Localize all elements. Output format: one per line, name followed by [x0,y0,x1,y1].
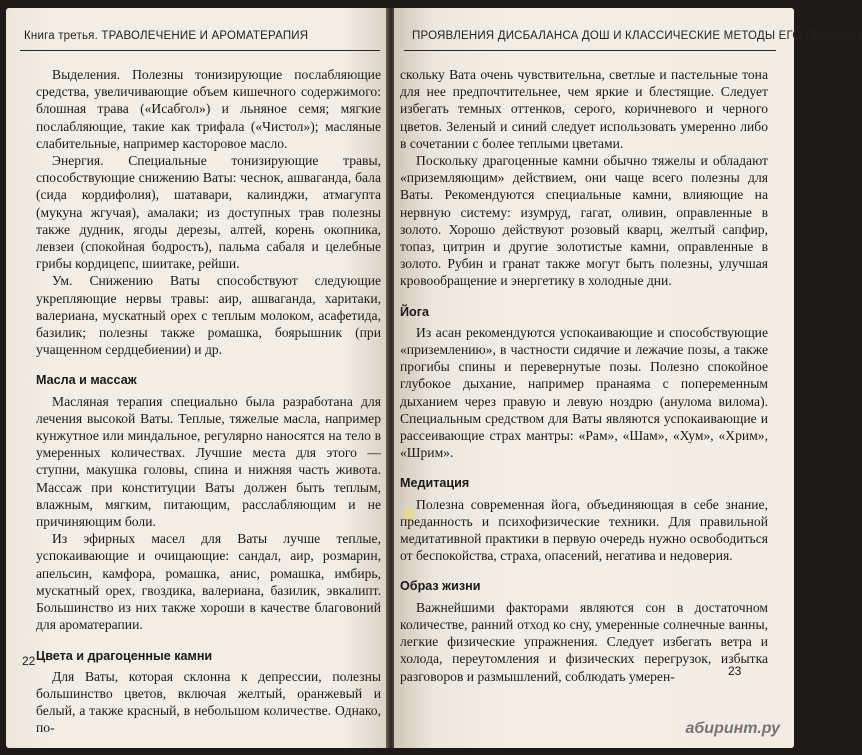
paragraph-gems: Поскольку драгоценные камни обычно тяжелы и обладают «приземляющим» действием, они чаще всего полезны для Ваты. Рекомендуются специальные камни, влияющие на нервную систему: изумруд, гагат, оливин, оправленные в золото. Хорошо действуют розовый кварц, желтый сапфир, топаз, цитрин и другие золотистые камни, оправленные в золото. Рубин и гранат также могут быть полезны, улучшая кровообращение и энергетику в холодные дни. [400,153,768,289]
paragraph-colors-cont: скольку Вата очень чувствительна, светлые и пастельные тона для нее предпочтительнее, чем яркие и блестящие. Следует избегать темных оттенков, серого, коричневого и черного цветов. Зеленый и синий следует использовать умеренно либо в сочетании с более теплыми цветами. [400,67,768,151]
page-number-right: 23 [728,664,742,678]
heading-massage: Масла и массаж [36,373,137,388]
paragraph-massage-2: Из эфирных масел для Ваты лучше теплые, успокаивающие и очищающие: сандал, аир, розмарин, апельсин, камфора, ромашка, анис, ромашка, имбирь, мускатный орех, гвоздика, валериана, базилик, эвкалипт. Большинство из них также хороши в качестве благовоний для ароматерапии. [36,531,381,633]
heading-yoga: Йога [400,304,429,319]
page-number-left: 22 [22,654,36,668]
paragraph-energiya: Энергия. Специальные тонизирующие травы, способствующие снижению Ваты: чеснок, ашваганда, бала (сида кордифолия), шатавари, калинджи, атмагупта (мукуна жгучая), амалаки; из доступных трав полезны также дудник, ягоды дерезы, алтей, корень окопника, левзеи (спокойная бодрость), пальма сабаля и целебные грибы кордицепс, шиитаке, рейши. [36,153,381,272]
paragraph-um: Ум. Снижению Ваты способствуют следующие укрепляющие нервы травы: аир, ашваганда, харитаки, валериана, мускатный орех с теплым молоком, асафетида, базилик; полезны также ромашка, боярышник (при учащенном сердцебиении) и др. [36,273,381,358]
left-page [6,8,388,748]
paragraph-vydeleniya: Выделения. Полезны тонизирующие послабляющие средства, увеличивающие объем кишечного содержимого: блошная трава («Исабгол») и льняное семя; мягкие послабляющие, такие как трифала («Чистол»); масляные слабительные, например касторовое масло. [36,67,381,151]
right-page [394,8,862,748]
right-page-body [400,66,768,685]
header-rule-right [404,50,776,51]
watermark-logo: абиринт.ру [685,720,780,737]
paragraph-colors-1: Для Ваты, которая склонна к депрессии, полезны большинство цветов, включая желтый, оранжевый и белый, а также красный, в небольшом количестве. Однако, по- [36,668,381,736]
paragraph-yoga: Из асан рекомендуются успокаивающие и способствующие «приземлению», в частности сидячие и лежачие позы, а также прогибы спины и перевернутые позы. Полезно спокойное глубокое дыхание, например пранаяма с попеременным дыханием через правую и левую ноздрю (анулома вилома). Специальным средством для Ваты являются успокаивающие и рассеивающие страх мантры: «Рам», «Шам», «Хум», «Хрим», «Шрим». [400,324,768,461]
left-page-body [36,66,381,737]
running-head-right: ПРОЯВЛЕНИЯ ДИСБАЛАНСА ДОШ И КЛАССИЧЕСКИЕ МЕТОДЫ ЕГО ЛЕЧЕНИЯ [412,30,862,42]
header-rule-left [20,50,380,51]
running-head-left: Книга третья. ТРАВОЛЕЧЕНИЕ И АРОМАТЕРАПИЯ [24,30,309,42]
paragraph-meditation: Полезна современная йога, объединяющая в себе знание, преданность и психофизические техники. Для правильной медитативной практики в первую очередь нужно освободиться от беспокойства, страха, опасений, негатива и недоверия. [400,496,768,564]
paragraph-lifestyle: Важнейшими факторами являются сон в достаточном количестве, ранний отход ко сну, умеренные солнечные ванны, легкие физические упражнения. Следует избегать ветра и холода, переутомления и физических перегрузок, избытка разговоров и размышлений, соблюдать умерен- [400,599,768,684]
heading-colors: Цвета и драгоценные камни [36,648,213,663]
heading-meditation: Медитация [400,476,470,491]
heading-lifestyle: Образ жизни [400,579,481,594]
paragraph-massage-1: Масляная терапия специально была разработана для лечения высокой Ваты. Теплые, тяжелые масла, например кунжутное или миндальное, регулярно наносятся на тело в умеренных количествах. Лучшие места для этого — ступни, макушка головы, спина и нижняя часть живота. Массаж при конституции Ваты должен быть теплым, влажным, мягким, питающим, расслабляющим и не причиняющим боли. [36,393,381,530]
